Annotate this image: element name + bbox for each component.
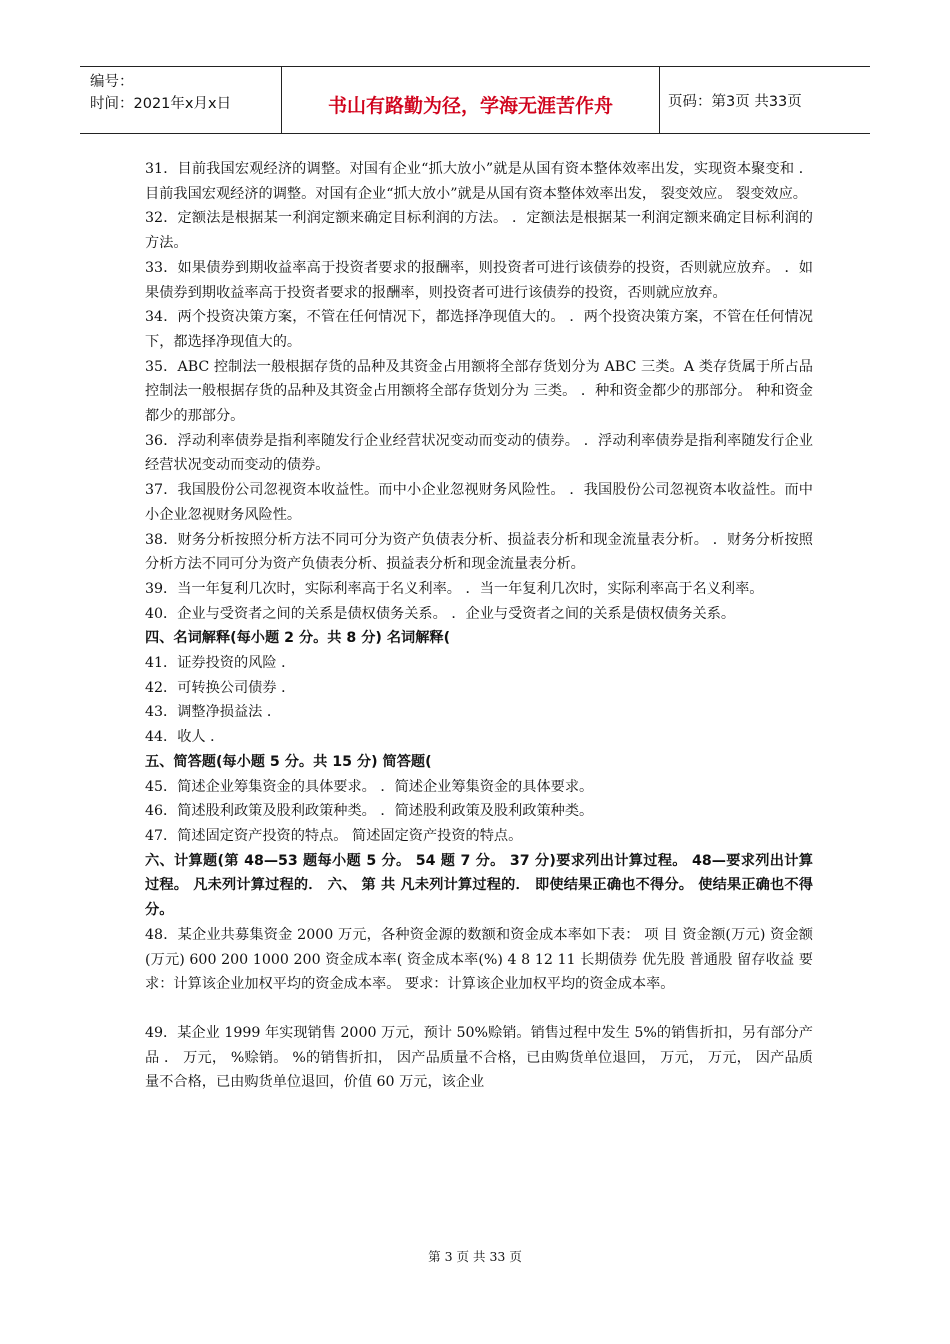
header-meta	[80, 67, 282, 133]
serial-label: 编号：	[90, 74, 134, 90]
paragraph-47: 47．简述固定资产投资的特点。 简述固定资产投资的特点。	[145, 827, 523, 844]
paragraph-38: 38．财务分析按照分析方法不同可分为资产负债表分析、损益表分析和现金流量表分析。 ．财务分析按照分析方法不同可分为资产负债表分析、损益表分析和现金流量表分析。	[145, 531, 813, 573]
paragraph-42: 42．可转换公司债券 ．	[145, 679, 296, 696]
header-motto: 书山有路勤为径，学海无涯苦作舟	[282, 67, 660, 133]
paragraph-44: 44．收人 ．	[145, 729, 225, 746]
paragraph-35: 35．ABC 控制法一般根据存货的品种及其资金占用额将全部存货划分为 ABC 三类。A 类存货属于所占品 控制法一般根据存货的品种及其资金占用额将全部存货划分为 三类。 ．种和资金都少的那部分。 种和资金都少的那部分。	[145, 358, 813, 425]
page-footer: 第 3 页 共 33 页	[428, 1249, 522, 1264]
paragraph-36: 36．浮动利率债券是指利率随发行企业经营状况变动而变动的债券。 ．浮动利率债券是指利率随发行企业经营状况变动而变动的债券。	[145, 432, 813, 474]
section-heading-6: 六、计算题(第 48—53 题每小题 5 分。 54 题 7 分。 37 分)要求列出计算过程。 48—要求列出计算过程。 凡未列计算过程的． 六、 第 共 凡未列计算过程的． 即使结果正确也不得分。 使结果正确也不得分。	[145, 852, 813, 919]
section-heading-4: 四、名词解释(每小题 2 分。共 8 分) 名词解释(	[145, 630, 451, 647]
section-heading-5: 五、简答题(每小题 5 分。共 15 分) 简答题(	[145, 753, 432, 770]
paragraph-46: 46．简述股利政策及股利政策种类。 ．简述股利政策及股利政策种类。	[145, 803, 594, 820]
paragraph-40: 40．企业与受资者之间的关系是债权债务关系。 ．企业与受资者之间的关系是债权债务关系。	[145, 605, 736, 622]
paragraph-43: 43．调整净损益法 ．	[145, 704, 282, 721]
paragraph-45: 45．简述企业筹集资金的具体要求。 ．简述企业筹集资金的具体要求。	[145, 778, 594, 795]
date-label: 时间：2021年x月x日	[90, 96, 232, 112]
paragraph-33: 33．如果债券到期收益率高于投资者要求的报酬率，则投资者可进行该债券的投资，否则就应放弃。 ．如果债券到期收益率高于投资者要求的报酬率，则投资者可进行该债券的投资，否则就应放弃。	[145, 259, 813, 301]
page-number-label: 页码：第3页 共33页	[668, 93, 802, 110]
paragraph-32: 32．定额法是根据某一利润定额来确定目标利润的方法。 ．定额法是根据某一利润定额来确定目标利润的方法。	[145, 210, 813, 252]
paragraph-49: 49．某企业 1999 年实现销售 2000 万元，预计 50%赊销。销售过程中发生 5%的销售折扣，另有部分产品 ． 万元， %赊销。 %的销售折扣， 因产品质量不合格，已由购货单位退回， 万元， 万元， 因产品质量不合格，已由购货单位退回，价值 60 万元，该企业	[145, 1024, 813, 1091]
page-header	[80, 66, 870, 134]
paragraph-41: 41．证券投资的风险 ．	[145, 655, 296, 672]
paragraph-48: 48．某企业共募集资金 2000 万元，各种资金源的数额和资金成本率如下表： 项 目 资金额(万元) 资金额(万元) 600 200 1000 200 资金成本率( 资金成本率(%) 4 8 12 11 长期债券 优先股 普通股 留存收益 要求：计算该企业加权平均的资金成本率。 要求：计算该企业加权平均的资金成本率。	[145, 926, 813, 993]
paragraph-37: 37．我国股份公司忽视资本收益性。而中小企业忽视财务风险性。 ．我国股份公司忽视资本收益性。而中小企业忽视财务风险性。	[145, 482, 813, 523]
paragraph-39: 39．当一年复利几次时，实际利率高于名义利率。 ．当一年复利几次时，实际利率高于名义利率。	[145, 580, 764, 597]
document-body	[145, 157, 813, 1095]
paragraph-34: 34．两个投资决策方案，不管在任何情况下，都选择净现值大的。 ．两个投资决策方案，不管在任何情况下，都选择净现值大的。	[145, 309, 813, 350]
paragraph-31: 31．目前我国宏观经济的调整。对国有企业“抓大放小”就是从国有资本整体效率出发，实现资本聚变和 ．目前我国宏观经济的调整。对国有企业“抓大放小”就是从国有资本整体效率出发， 裂变效应。 裂变效应。	[145, 161, 813, 202]
